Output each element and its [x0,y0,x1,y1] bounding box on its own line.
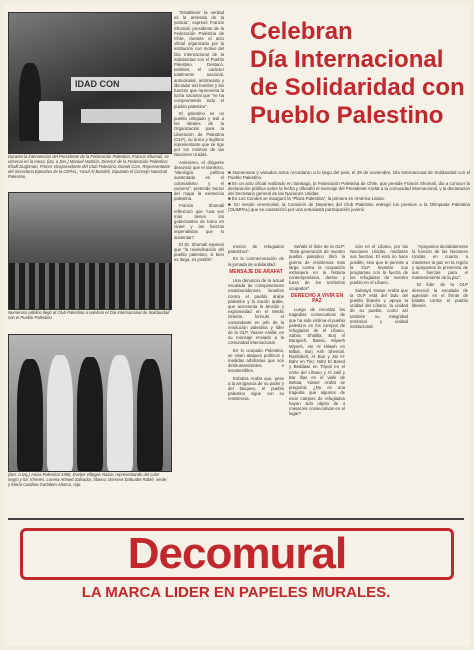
paragraph: "Apoyamos decididamente la función de las Naciones Unidas en cuanto a mantener la paz en la región y apoyamos la presencia de sus fuerzas para el mantenimiento de la paz". [412,244,468,281]
subhead: MENSAJE DE ARAFAT [229,268,283,275]
speaker-figure [19,63,41,141]
paragraph: Una denuncia de la actual escalada de conspiraciones estadounidenses israelíes contra el pueblo árabe palestino y la nación árabe, que acrecienta la tensión y explosividad en el Medio Oriente, formuló el comandante en jefe de la revolución palestina y líder de la OLP, Yasser Arafat, en su mensaje enviado a la comunidad internacional. [228,278,284,346]
caption-middle-photo: Numeroso público llegó al Club Palestino a celebrar el Día Internacional de Solidaridad con el Pueblo Palestino. [8,310,170,320]
paragraph: El palestino es un pueblo ultrajado y leal a los ideales de la Organización para la Liberación de Palestina (OLP), su único y legítimo representante que se rige por los mismos de las Naciones Unidas. [174,110,224,158]
ad-brand: Decomural [127,529,347,578]
photo-audience [8,192,172,310]
article-column-4 [350,244,408,516]
paragraph: mercio de refugiados palestinos". [228,244,284,255]
bullet: ■ En sesión ceremonial, la Comisión de Deportes del Club Palestino entregó los premios a la Olimpiada Palestina (OLIMPAL) que se caracterizó por una entusiasta participación juvenil. [228,201,470,213]
advertisement [8,518,464,620]
newspaper-page [4,4,470,646]
paragraph: El líder de la OLP denunció la escalada de agresión en el frente de batalla contra el pueblo libanés. [412,282,468,309]
photo-queens [8,334,172,472]
article-column-3 [289,244,345,516]
table-cloth [81,109,161,123]
headline-line: Celebran [250,18,353,45]
paragraph: El Dr. Shomali expresó que "la reivindicación del pueblo palestino, si bien es larga, es posible". [174,241,224,263]
paragraph: En lo ocupado Palestina, se viven ataques políticos y medidas arbitrarias que son deshumanizantes e insostenibles. [228,347,284,374]
paragraph: ción en el Líbano, por las Naciones Unidas, mediante sus fuerzas. El está no hace posible, sino que le permite a la OLP levantar sus programas con la fuerza de los refugiados de nuestro pueblo en el Líbano. [350,244,408,286]
caption-bottom-photo: (Der. a Izq.) Anisa Palestina 1986, Evelyn Villegas Nazar, representando del calor negro y los Vírenes, Lorena Ahmed Salvador, blanco; Denisse Dahuabe Rabié, verde; y María Catalina Gadaleta Abarca, rojo. [8,472,168,487]
paragraph: Enfatiza Arafat que, pese a la arrogancia de su poder y del bloqueo, el pueblo palestino sigue con su resistencia. [228,375,284,402]
article-column-5 [412,244,468,516]
article-column-1 [174,10,224,516]
queen-figure [17,359,43,471]
paragraph: Luego de recordar las tragedias consecutivas de que ha sido víctima el pueblo palestino en los campos de refugiados de el Líbano, Sabra, Shatilla, Burj el Barajneh, Bassa, Miyeeh Miyeeh, Ain Al Hilweh en Bilbal, Burj Ash Shemali, Rashidieh, Al Bus y Jal Al-Bahr en Tiro; Nahr El Bared y Beddawi en Trípoli en el norte del Líbano y Al Jalil y Bar Ilias en el valle de Bekaa, Yasser Arafat se pregunta: ¿No es una tragedia que algunos de esos campos de refugiados hayan sido objeto de 4 masacres consecutivas en el lugar? [289,307,345,417]
headline-line: de Solidaridad con [250,74,465,101]
paragraph: Es la conmemoración de la jornada de solidaridad. [228,256,284,267]
queen-figure [137,359,163,471]
paragraph: Francis Shomali reflexionó que "una vez más tienen los gobernantes de turno en Israel y las fuerzas imperialistas que lo sustentan". [174,203,224,240]
photo-banner-text: IDAD CON [71,77,171,91]
headline-line: Día Internacional [250,46,444,73]
bullet: ■ Numerosos y variados actos recordaron a lo largo del país, el 29 de noviembre, Día Internacional de Solidaridad con el Pueblo Palestino. [228,170,470,181]
caption-top-photo: Durante la intervención del Presidente de la Federación Palestina, Francis Shomali, se observa en la mesa, (izq. a Der.) Manuel Hazbún, Director de la Federación Palestina; Khalil Dughman, Primer Vicepresidente del Club Palestino, Daniel Cors, Representante del Secretario Ejecutivo de la CEPAL, Yusuf Al Bandeli, Diputado el Consejo Nacional Palestino. [8,154,170,179]
queen-figure [77,357,103,471]
paragraph: Asimismo, el dirigente denunció que el sionismo, "ideología política sustentada en el colonialismo y el racismo", pretende borrar del mapa la existencia palestina. [174,159,224,202]
bullet: ■ En un acto oficial realizado en Santiago, la Federación Palestina de Chile, que preside Francis Shomali, dio a conocer la declaración pública sobre la fecha y difundió el mensaje del Presidente Arafat a la comunidad internacional, y la declaración del Secretario general de las Naciones Unidas. [228,180,470,197]
subhead: DERECHO A VIVIR EN PAZ [290,292,344,305]
paragraph: "Establecer la verdad es la antesala de la justicia", expresó Francis Shomali, presidente de la Federación Palestina de Chile, durante el acto oficial organizado por la institución con motivo del Día Internacional de la Solidaridad con el Pueblo Palestino. Destacó, también, el carácter totalmente nacional, anticolonial, antirracista y liberador del hombre y las fuerzas que representa la lucha nacional que "se ha comprometido todo el pueblo palestino". [174,10,224,109]
article-column-2 [228,244,284,516]
intro-bullets [228,170,470,212]
headline [250,18,470,130]
crowd-rows [9,263,171,309]
photo-podium-speech [8,12,172,154]
queen-figure [107,355,133,471]
decomural-logo [20,528,454,580]
ad-tagline: LA MARCA LIDER EN PAPELES MURALES. [81,584,391,601]
headline-line: Pueblo Palestino [250,102,444,129]
queen-figure [47,355,73,471]
bullet: ■ En Los Condes se inauguró la "Plaza Palestina", la primera en América Latina. [228,196,385,202]
podium-shape [39,101,63,141]
paragraph: Subrayó Yasser Arafat que la OLP está del lado del pueblo libanés y apoya la unidad del Líbano, la unidad de su pueblo, como así también su integridad territorial y unidad institucional. [350,287,408,330]
paragraph: Señaló el líder de la OLP: "Esta generación de nuestro pueblo palestino libró la guerra de resistencia más larga contra la ocupación extranjera en la historia contemporánea, dentro y fuera de los territorios ocupados". [289,244,345,291]
